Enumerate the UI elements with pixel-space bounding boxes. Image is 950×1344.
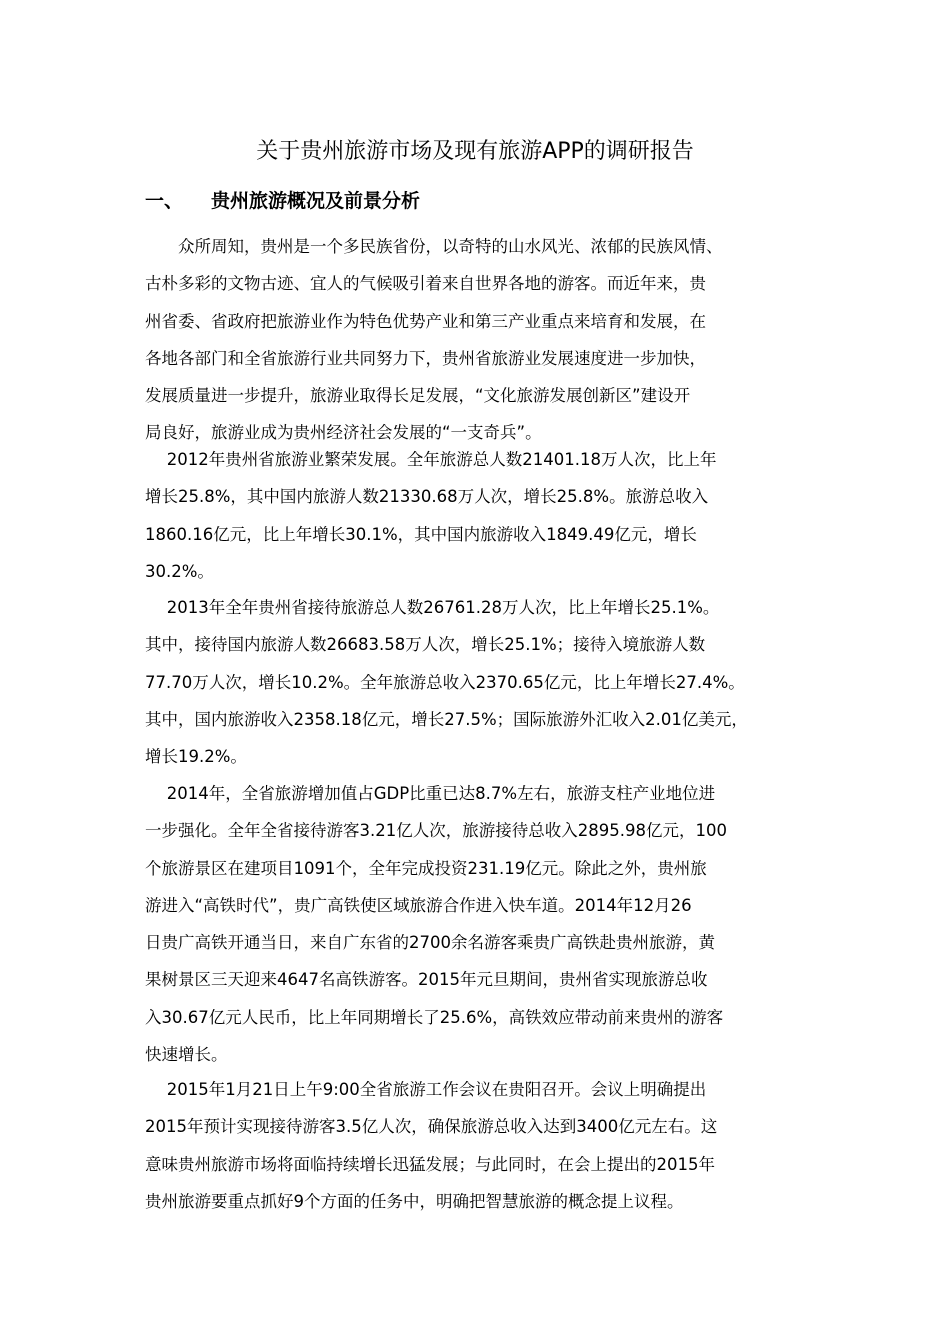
paragraph-2013 [145, 589, 815, 775]
paragraph-line: 2012年贵州省旅游业繁荣发展。全年旅游总人数21401.18万人次，比上年 [145, 450, 717, 469]
paragraph-line: 快速增长。 [145, 1045, 228, 1065]
paragraph-2015 [145, 1071, 815, 1220]
section-number: 一、 [145, 190, 184, 212]
paragraph-overview [145, 228, 815, 452]
paragraph-line: 州省委、省政府把旅游业作为特色优势产业和第三产业重点来培育和发展，在 [145, 311, 706, 331]
paragraph-line: 局良好，旅游业成为贵州经济社会发展的“一支奇兵”。 [145, 423, 542, 443]
paragraph-line: 2015年预计实现接待游客3.5亿人次，确保旅游总收入达到3400亿元左右。这 [145, 1117, 718, 1137]
paragraph-line: 其中，接待国内旅游人数26683.58万人次，增长25.1%；接待入境旅游人数 [145, 635, 706, 655]
paragraph-line: 个旅游景区在建项目1091个，全年完成投资231.19亿元。除此之外，贵州旅 [145, 858, 707, 878]
paragraph-line: 一步强化。全年全省接待游客3.21亿人次，旅游接待总收入2895.98亿元，100 [145, 821, 727, 841]
document-title: 关于贵州旅游市场及现有旅游APP的调研报告 [256, 139, 694, 164]
paragraph-line: 增长19.2%。 [145, 747, 247, 767]
section-heading [145, 186, 420, 216]
paragraph-line: 贵州旅游要重点抓好9个方面的任务中，明确把智慧旅游的概念提上议程。 [145, 1191, 684, 1211]
paragraph-line: 发展质量进一步提升，旅游业取得长足发展，“文化旅游发展创新区”建设开 [145, 386, 691, 406]
paragraph-2014 [145, 775, 815, 1073]
paragraph-line: 日贵广高铁开通当日，来自广东省的2700余名游客乘贵广高铁赴贵州旅游，黄 [145, 933, 715, 953]
paragraph-line: 2014年，全省旅游增加值占GDP比重已达8.7%左右，旅游支柱产业地位进 [145, 784, 716, 803]
paragraph-line: 游进入“高铁时代”，贵广高铁使区域旅游合作进入快车道。2014年12月26 [145, 895, 692, 915]
section-heading-text: 贵州旅游概况及前景分析 [211, 190, 421, 212]
paragraph-line: 30.2%。 [145, 561, 214, 581]
paragraph-line: 众所周知，贵州是一个多民族省份，以奇特的山水风光、浓郁的民族风情、 [145, 237, 723, 256]
paragraph-line: 意味贵州旅游市场将面临持续增长迅猛发展；与此同时，在会上提出的2015年 [145, 1154, 715, 1174]
paragraph-line: 果树景区三天迎来4647名高铁游客。2015年元旦期间，贵州省实现旅游总收 [145, 970, 708, 990]
paragraph-2012 [145, 441, 815, 590]
paragraph-line: 77.70万人次，增长10.2%。全年旅游总收入2370.65亿元，比上年增长27.4%。 [145, 672, 745, 692]
paragraph-line: 其中，国内旅游收入2358.18亿元，增长27.5%；国际旅游外汇收入2.01亿美元， [145, 709, 748, 729]
paragraph-line: 2013年全年贵州省接待旅游总人数26761.28万人次，比上年增长25.1%。 [145, 598, 720, 617]
paragraph-line: 古朴多彩的文物古迹、宜人的气候吸引着来自世界各地的游客。而近年来，贵 [145, 274, 706, 294]
paragraph-line: 各地各部门和全省旅游行业共同努力下，贵州省旅游业发展速度进一步加快， [145, 348, 706, 368]
paragraph-line: 入30.67亿元人民币，比上年同期增长了25.6%，高铁效应带动前来贵州的游客 [145, 1007, 724, 1027]
paragraph-line: 2015年1月21日上午9:00全省旅游工作会议在贵阳召开。会议上明确提出 [145, 1080, 707, 1099]
paragraph-line: 增长25.8%，其中国内旅游人数21330.68万人次，增长25.8%。旅游总收入 [145, 487, 709, 507]
paragraph-line: 1860.16亿元，比上年增长30.1%，其中国内旅游收入1849.49亿元，增长 [145, 524, 697, 544]
